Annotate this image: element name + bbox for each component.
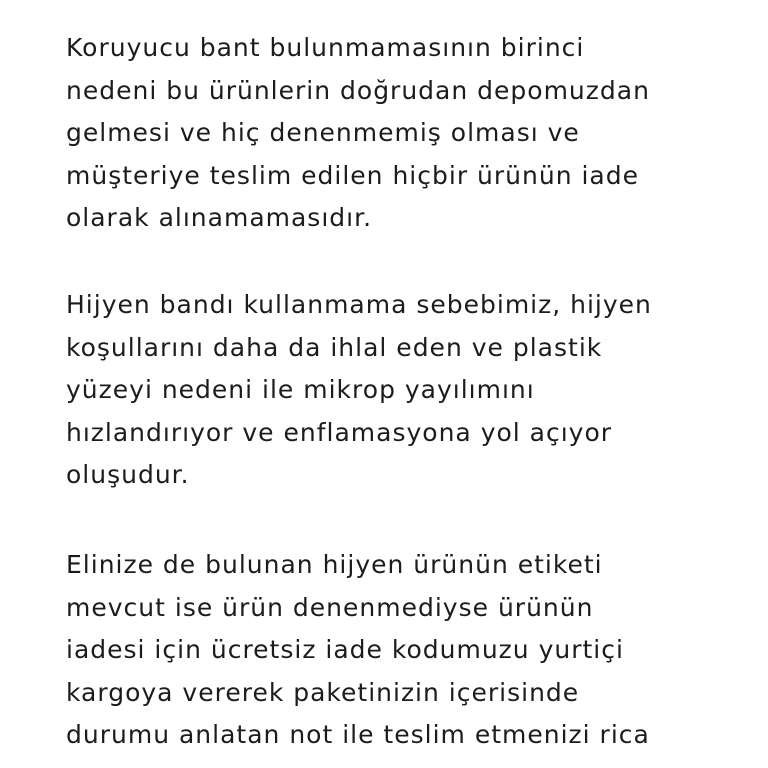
text-line: olarak alınamamasıdır. [66,203,373,232]
text-line: durumu anlatan not ile teslim etmenizi rica [66,720,650,749]
text-line: hızlandırıyor ve enflamasyona yol açıyor [66,417,613,447]
text-line: iadesi için ücretsiz iade kodumuzu yurtiçi [66,635,624,664]
text-line: gelmesi ve hiç denenmemiş olması ve [66,118,580,147]
text-line: mevcut ise ürün denenmediyse ürünün [66,592,594,622]
text-line: müşteriye teslim edilen hiçbir ürünün iade [66,160,640,190]
text-line: Elinize de bulunan hijyen ürünün etiketi [66,550,603,579]
paragraph-hygiene-tape [66,284,756,497]
text-line: kargoya vererek paketinizin içerisinde [66,677,580,707]
text-line: nedeni bu ürünlerin doğrudan depomuzdan [66,75,650,105]
text-line: yüzeyi nedeni ile mikrop yayılımını [66,375,535,404]
text-line: Koruyucu bant bulunmamasının birinci [66,33,585,62]
paragraph-protective-tape [66,27,756,240]
text-line: oluşudur. [66,460,190,489]
paragraph-return-instructions [66,544,756,757]
text-line: Hijyen bandı kullanmama sebebimiz, hijyen [66,290,652,319]
text-line: koşullarını daha da ihlal eden ve plastik [66,332,603,362]
